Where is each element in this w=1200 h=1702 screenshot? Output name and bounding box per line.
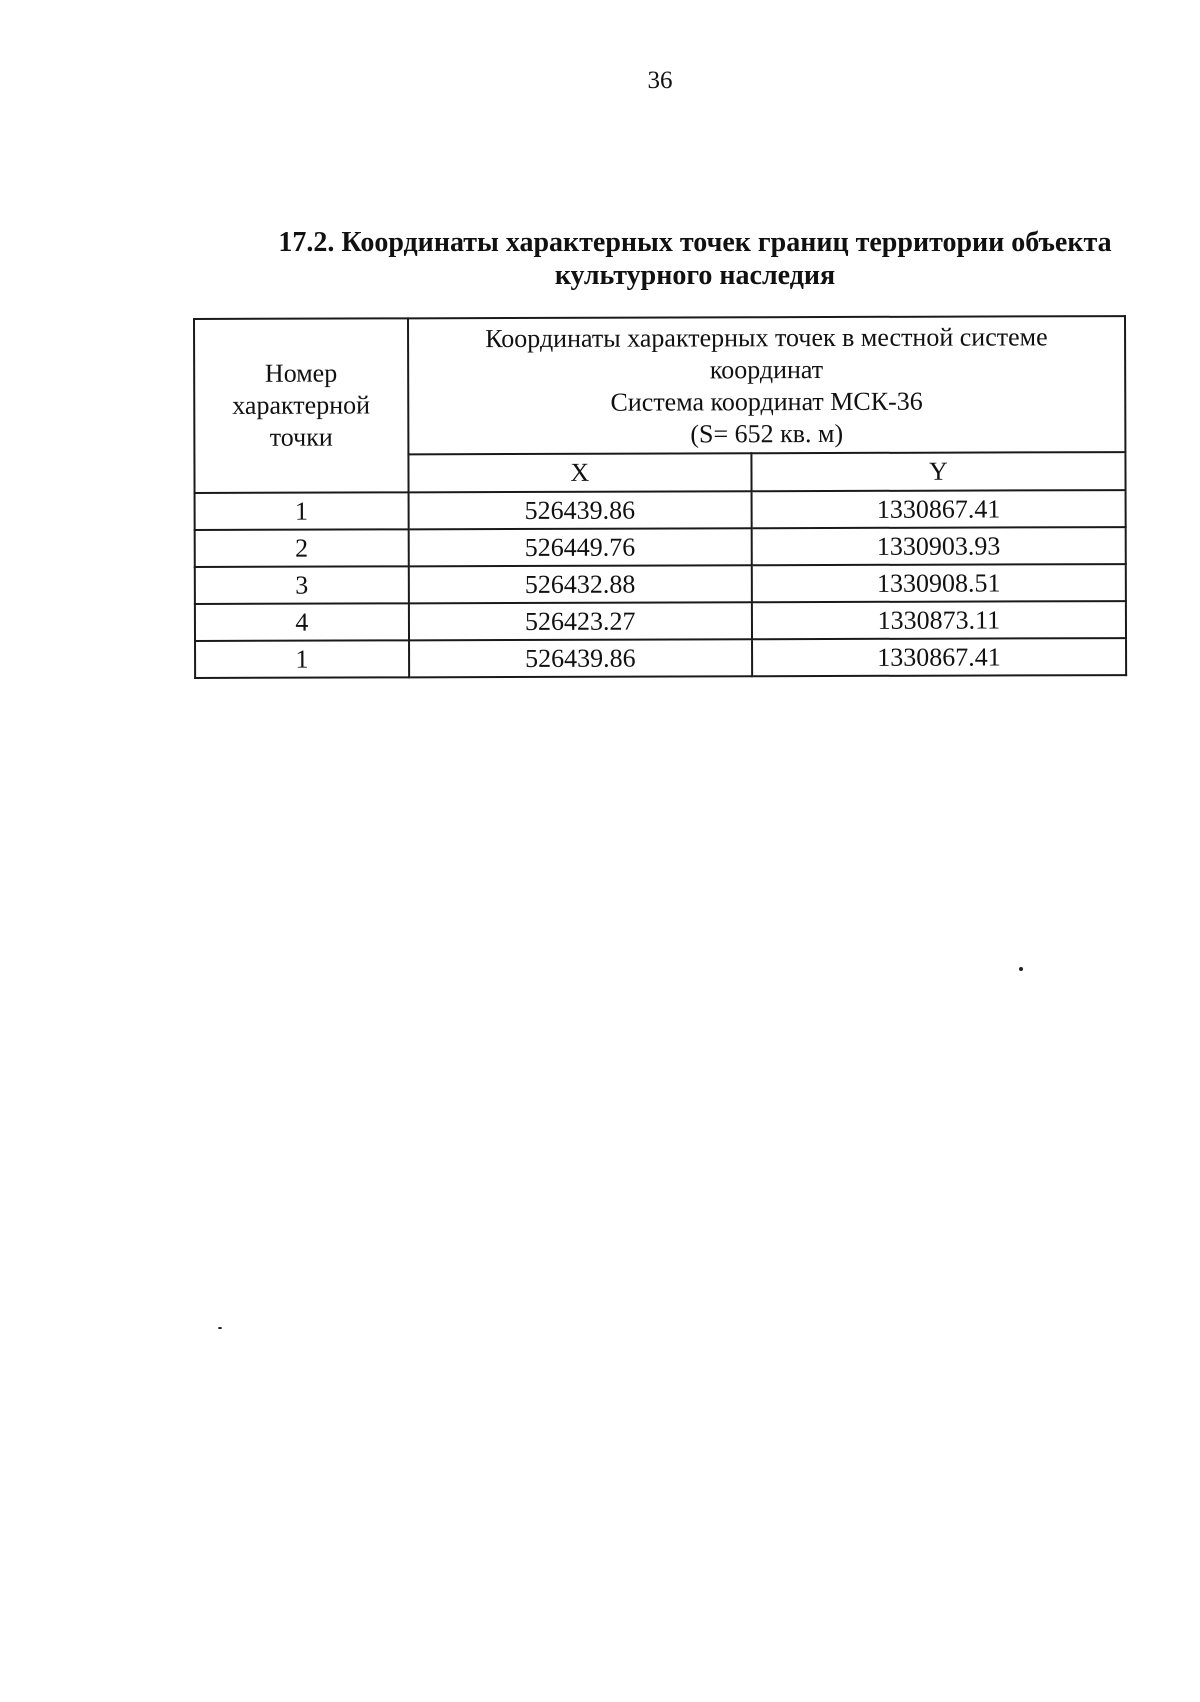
cell-point-number: 3 bbox=[195, 566, 409, 604]
scan-speck bbox=[218, 1327, 222, 1329]
table-row bbox=[195, 527, 1126, 567]
page-number: 36 bbox=[647, 67, 673, 94]
cell-x: 526423.27 bbox=[409, 602, 752, 640]
cell-y: 1330873.11 bbox=[752, 601, 1126, 639]
header-coordinates-line: координат bbox=[709, 355, 824, 385]
header-point-number-line: характерной bbox=[232, 390, 371, 420]
cell-x: 526432.88 bbox=[408, 565, 751, 603]
header-x: X bbox=[408, 453, 751, 492]
cell-point-number: 1 bbox=[195, 640, 409, 678]
scan-speck bbox=[1019, 967, 1023, 971]
section-title-line-2: культурного наследия bbox=[554, 260, 836, 291]
header-coordinates-line: Система координат МСК-36 bbox=[610, 386, 923, 417]
header-y: Y bbox=[751, 452, 1125, 491]
header-coordinates-line: (S= 652 кв. м) bbox=[690, 418, 844, 449]
cell-point-number: 2 bbox=[195, 529, 409, 567]
cell-x: 526449.76 bbox=[408, 528, 751, 566]
header-point-number-line: Номер bbox=[264, 358, 338, 388]
cell-y: 1330867.41 bbox=[752, 638, 1126, 676]
section-title bbox=[255, 226, 1135, 292]
section-title-line-1: 17.2. Координаты характерных точек границ территории объекта bbox=[278, 227, 1112, 258]
table-header-row bbox=[194, 316, 1125, 455]
cell-y: 1330908.51 bbox=[752, 564, 1126, 602]
cell-x: 526439.86 bbox=[409, 639, 752, 677]
table-row bbox=[195, 564, 1126, 604]
header-coordinates-line: Координаты характерных точек в местной системе bbox=[485, 322, 1048, 354]
cell-x: 526439.86 bbox=[408, 491, 751, 529]
table-row bbox=[195, 490, 1126, 530]
cell-point-number: 1 bbox=[195, 492, 409, 530]
header-point-number-line: точки bbox=[269, 422, 333, 452]
table-row bbox=[195, 638, 1126, 678]
cell-point-number: 4 bbox=[195, 603, 409, 641]
header-point-number bbox=[194, 318, 408, 493]
cell-y: 1330903.93 bbox=[752, 527, 1126, 565]
cell-y: 1330867.41 bbox=[751, 490, 1125, 528]
table-row bbox=[195, 601, 1126, 641]
coordinates-table bbox=[193, 315, 1127, 679]
header-coordinates bbox=[408, 316, 1126, 454]
